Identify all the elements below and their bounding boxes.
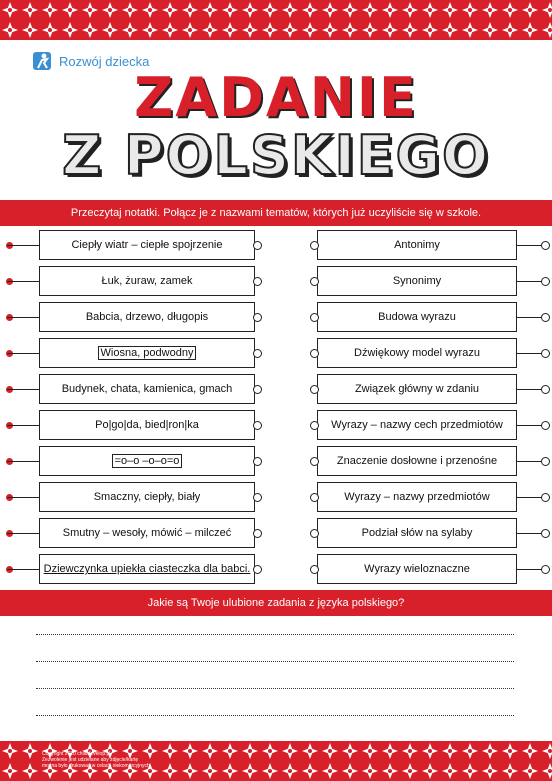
license-line: Zezwolenie jest udzielane aby zdjęcie/kartę <box>42 757 139 763</box>
page-title-line-2: Z POLSKIEGO <box>62 124 490 187</box>
topic-box[interactable] <box>317 374 517 404</box>
note-box[interactable] <box>39 374 255 404</box>
brand-name: Rozwój dziecka <box>59 53 150 69</box>
connector-dot-right[interactable] <box>541 457 550 466</box>
connector-line <box>7 569 39 570</box>
topic-text: Synonimy <box>392 275 442 287</box>
folk-pattern-top <box>0 0 552 40</box>
topic-box[interactable] <box>317 518 517 548</box>
question-bar: Jakie są Twoje ulubione zadania z języka polskiego? <box>0 590 552 616</box>
topic-text: Związek główny w zdaniu <box>354 383 480 395</box>
note-text: =o–o –o–o=o <box>112 454 183 468</box>
answer-line[interactable] <box>36 715 514 716</box>
note-text: Ciepły wiatr – ciepłe spojrzenie <box>71 239 223 251</box>
note-box[interactable] <box>39 446 255 476</box>
connector-line <box>7 461 39 462</box>
folk-pattern-header <box>0 0 552 40</box>
note-text: Wiosna, podwodny <box>98 346 197 360</box>
connector-line <box>7 353 39 354</box>
connector-dot-right[interactable] <box>541 565 550 574</box>
connector-dot-right[interactable] <box>541 241 550 250</box>
topic-box[interactable] <box>317 410 517 440</box>
connector-dot-right[interactable] <box>541 349 550 358</box>
note-text: Budynek, chata, kamienica, gmach <box>61 383 233 395</box>
note-box[interactable] <box>39 302 255 332</box>
note-box[interactable] <box>39 266 255 296</box>
topic-text: Znaczenie dosłowne i przenośne <box>336 455 498 467</box>
answer-line[interactable] <box>36 688 514 689</box>
note-text: Łuk, żuraw, zamek <box>101 275 193 287</box>
topic-text: Wyrazy – nazwy cech przedmiotów <box>331 419 503 431</box>
note-text: Babcia, drzewo, długopis <box>85 311 209 323</box>
copyright-line: Copyright 2020 childdevelop.pl <box>42 751 111 757</box>
license-line: można było drukować w celach niekomercyjnych <box>42 763 150 769</box>
answer-line[interactable] <box>36 634 514 635</box>
connector-line <box>7 389 39 390</box>
connector-line <box>7 425 39 426</box>
connector-dot-right[interactable] <box>541 313 550 322</box>
topic-text: Dźwiękowy model wyrazu <box>354 347 480 359</box>
note-box[interactable] <box>39 410 255 440</box>
topic-box[interactable] <box>317 230 517 260</box>
note-box[interactable] <box>39 338 255 368</box>
note-text: Smaczny, ciepły, biały <box>93 491 201 503</box>
topic-text: Wyrazy – nazwy przedmiotów <box>344 491 490 503</box>
connector-line <box>7 497 39 498</box>
topic-box[interactable] <box>317 554 517 584</box>
connector-line <box>7 281 39 282</box>
note-box[interactable] <box>39 482 255 512</box>
note-box[interactable] <box>39 518 255 548</box>
topic-box[interactable] <box>317 446 517 476</box>
note-box[interactable] <box>39 554 255 584</box>
note-box[interactable] <box>39 230 255 260</box>
topic-text: Wyrazy wieloznaczne <box>364 563 470 575</box>
note-text: Po|go|da, bied|ron|ka <box>95 419 199 431</box>
connector-dot-right[interactable] <box>541 529 550 538</box>
topic-box[interactable] <box>317 482 517 512</box>
connector-dot-right[interactable] <box>541 277 550 286</box>
note-text: Smutny – wesoły, mówić – milczeć <box>62 527 232 539</box>
topic-box[interactable] <box>317 302 517 332</box>
topic-text: Budowa wyrazu <box>378 311 456 323</box>
topic-text: Podział słów na sylaby <box>361 527 473 539</box>
connector-dot-right[interactable] <box>541 421 550 430</box>
topic-text: Antonimy <box>394 239 440 251</box>
page-title-line-1: ZADANIE <box>134 66 418 129</box>
copyright-notice <box>42 751 150 769</box>
connector-line <box>7 317 39 318</box>
topic-box[interactable] <box>317 266 517 296</box>
connector-line <box>7 533 39 534</box>
topic-box[interactable] <box>317 338 517 368</box>
note-text: Dziewczynka upiekła ciasteczka dla babci. <box>43 563 251 575</box>
connector-dot-right[interactable] <box>541 493 550 502</box>
answer-line[interactable] <box>36 661 514 662</box>
connector-dot-right[interactable] <box>541 385 550 394</box>
connector-line <box>7 245 39 246</box>
instruction-bar: Przeczytaj notatki. Połącz je z nazwami tematów, których już uczyliście się w szkole. <box>0 200 552 226</box>
